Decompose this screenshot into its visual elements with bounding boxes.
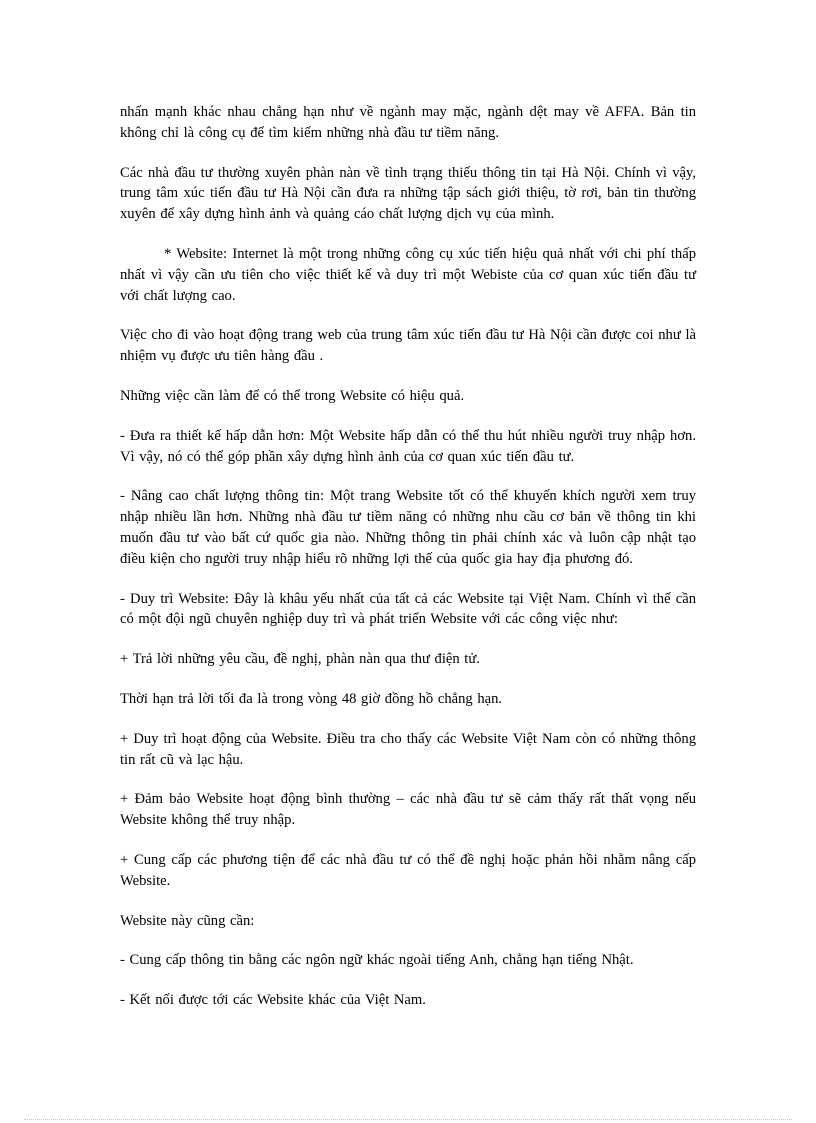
- paragraph-reply-requests: + Trả lời những yêu cầu, đề nghị, phàn nàn qua thư điện tử.: [120, 651, 480, 668]
- paragraph-keep-active: + Duy trì hoạt động của Website. Điều tra cho thấy các Website Việt Nam còn có những thông tin rất cũ và lạc hậu.: [120, 730, 696, 768]
- page-bottom-divider: [24, 1119, 792, 1120]
- paragraph-feedback-means: + Cung cấp các phương tiện để các nhà đầu tư có thể đề nghị hoặc phản hồi nhằm nâng cấp Website.: [120, 851, 696, 889]
- paragraph-website-tasks-intro: Những việc cần làm để có thể trong Website có hiệu quả.: [120, 387, 465, 404]
- paragraph-website-heading: * Website: Internet là một trong những công cụ xúc tiến hiệu quả nhất với chi phí thấp nhất vì vậy cần ưu tiên cho việc thiết kế và duy trì một Webiste của cơ quan xúc tiến đầu tư với chất lượng cao.: [120, 245, 696, 304]
- paragraph-intro-continuation: nhấn mạnh khác nhau chẳng hạn như về ngành may mặc, ngành dệt may về AFFA. Bản tin không chỉ là công cụ để tìm kiếm những nhà đầu tư tiềm năng.: [120, 104, 696, 141]
- paragraph-information-quality: - Nâng cao chất lượng thông tin: Một trang Website tốt có thể khuyến khích người xem truy nhập nhiều lần hơn. Những nhà đầu tư tiềm năng có những nhu cầu cơ bản về thông tin khi muốn đầu tư vào bất cứ quốc gia nào. Những thông tin phải chính xác và luôn cập nhật tạo điều kiện cho người truy nhập hiểu rõ những lợi thế của quốc gia hay địa phương đó.: [120, 488, 696, 567]
- paragraph-ensure-availability: + Đảm bảo Website hoạt động bình thường – các nhà đầu tư sẽ cảm thấy rất thất vọng nếu Website không thể truy nhập.: [120, 791, 696, 829]
- paragraph-other-languages: - Cung cấp thông tin bằng các ngôn ngữ khác ngoài tiếng Anh, chẳng hạn tiếng Nhật.: [120, 952, 634, 969]
- paragraph-link-websites: - Kết nối được tới các Website khác của Việt Nam.: [120, 992, 426, 1009]
- paragraph-maintain-website: - Duy trì Website: Đây là khâu yếu nhất của tất cả các Website tại Việt Nam. Chính vì thế cần có một đội ngũ chuyên nghiệp duy trì và phát triển Website với các công việc như:: [120, 590, 696, 628]
- paragraph-attractive-design: - Đưa ra thiết kế hấp dẫn hơn: Một Website hấp dẫn có thể thu hút nhiều người truy nhập hơn. Vì vậy, nó có thể góp phần xây dựng hình ảnh của cơ quan xúc tiến đầu tư.: [120, 427, 696, 465]
- document-page: [120, 102, 696, 1030]
- paragraph-website-priority: Việc cho đi vào hoạt động trang web của trung tâm xúc tiến đầu tư Hà Nội cần được coi như là nhiệm vụ được ưu tiên hàng đầu .: [120, 327, 696, 365]
- paragraph-investor-complaints: Các nhà đầu tư thường xuyên phàn nàn về tình trạng thiếu thông tin tại Hà Nội. Chính vì vậy, trung tâm xúc tiến đầu tư Hà Nội cần đưa ra những tập sách giới thiệu, tờ rơi, bản tin thường xuyên để xây dựng hình ảnh và quảng cáo chất lượng dịch vụ của mình.: [120, 164, 696, 223]
- paragraph-reply-deadline: Thời hạn trả lời tối đa là trong vòng 48 giờ đồng hồ chẳng hạn.: [120, 690, 503, 707]
- paragraph-website-needs: Website này cũng cần:: [120, 912, 255, 929]
